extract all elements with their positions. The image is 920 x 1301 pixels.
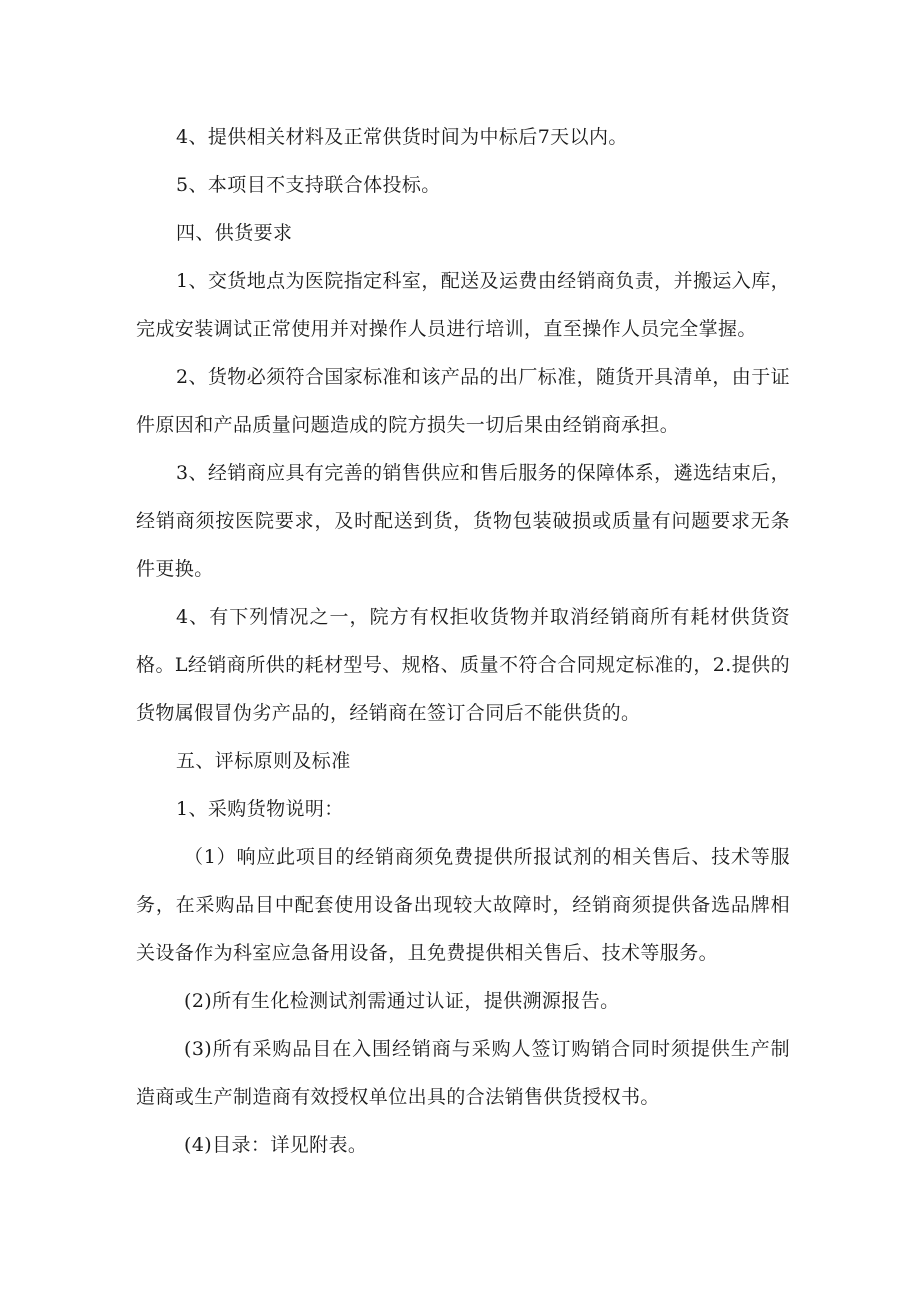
paragraph-item-2: (2)所有生化检测试剂需通过认证，提供溯源报告。 [184, 990, 620, 1012]
paragraph-supply-4: 4、有下列情况之一，院方有权拒收货物并取消经销商所有耗材供货资格。L经销商所供的耗材型号、规格、质量不符合合同规定标准的，2.提供的货物属假冒伪劣产品的，经销商在签订合同后不能供货的。 [136, 606, 790, 724]
section-heading-supply-requirements: 四、供货要求 [176, 222, 293, 244]
paragraph-evaluation-1: 1、采购货物说明： [176, 798, 344, 820]
paragraph-item-1: （1）响应此项目的经销商须免费提供所报试剂的相关售后、技术等服务，在采购品目中配套使用设备出现较大故障时，经销商须提供备选品牌相关设备作为科室应急备用设备，且免费提供相关售后、技术等服务。 [136, 846, 790, 964]
section-heading-evaluation: 五、评标原则及标准 [176, 750, 351, 772]
paragraph-supply-1: 1、交货地点为医院指定科室，配送及运费由经销商负责，并搬运入库，完成安装调试正常使用并对操作人员进行培训，直至操作人员完全掌握。 [136, 270, 790, 340]
paragraph-item-4: (4)目录：详见附表。 [184, 1134, 368, 1156]
paragraph-requirement-4: 4、提供相关材料及正常供货时间为中标后7天以内。 [176, 126, 628, 148]
paragraph-supply-2: 2、货物必须符合国家标准和该产品的出厂标准，随货开具清单，由于证件原因和产品质量问题造成的院方损失一切后果由经销商承担。 [136, 366, 790, 436]
document-body [136, 113, 790, 1169]
paragraph-requirement-5: 5、本项目不支持联合体投标。 [176, 174, 441, 196]
paragraph-supply-3: 3、经销商应具有完善的销售供应和售后服务的保障体系，遴选结束后，经销商须按医院要求，及时配送到货，货物包装破损或质量有问题要求无条件更换。 [136, 462, 790, 580]
paragraph-item-3: (3)所有采购品目在入围经销商与采购人签订购销合同时须提供生产制造商或生产制造商有效授权单位出具的合法销售供货授权书。 [136, 1038, 790, 1108]
